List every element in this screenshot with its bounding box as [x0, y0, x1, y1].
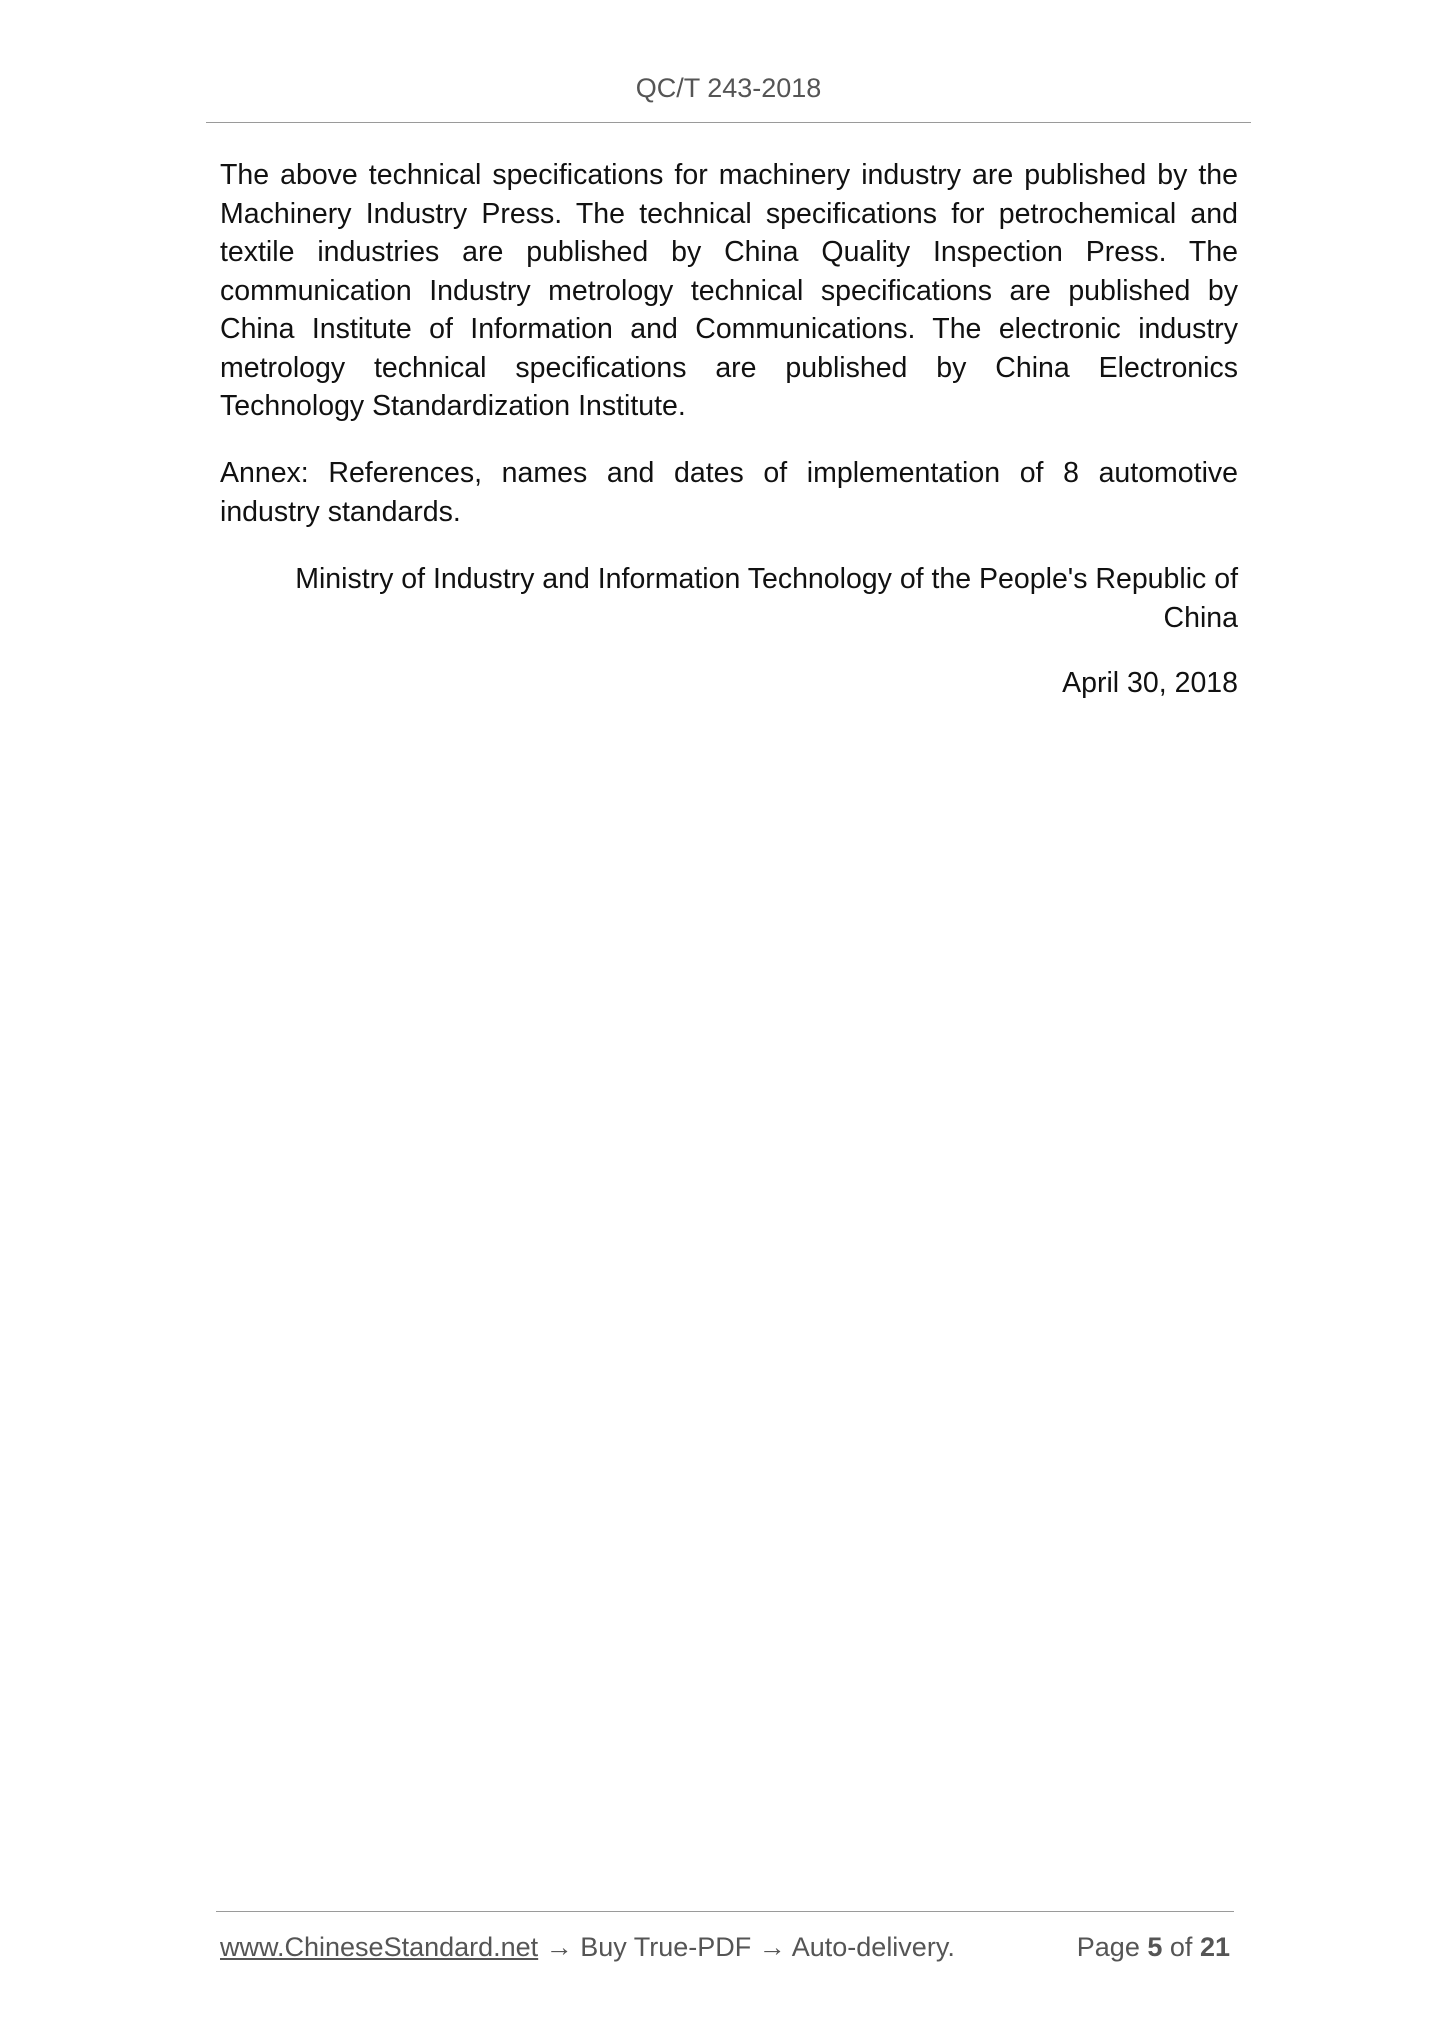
page-current: 5 [1147, 1932, 1163, 1962]
page-number [1077, 1929, 1230, 1965]
page-label: Page [1076, 1932, 1140, 1962]
footer-tagline: → Buy True-PDF → Auto-delivery. [538, 1932, 955, 1962]
website-link[interactable]: www.ChineseStandard.net [220, 1932, 539, 1962]
footer-divider [216, 1911, 1234, 1912]
issue-date: April 30, 2018 [1062, 667, 1238, 699]
footer-left [220, 1929, 955, 1965]
header-divider [206, 122, 1251, 123]
page-of: of [1169, 1932, 1193, 1962]
paragraph-publishers: The above technical specifications for machinery industry are published by the Machinery Industry Press. The technical specifications for petrochemical and textile industries are published by China Quality Inspection Press. The communication Industry metrology technical specifications are published by China Institute of Information and Communications. The electronic industry metrology technical specifications are published by China Electronics Technology Standardization Institute. [220, 159, 1238, 422]
signature-line-2: China [1163, 601, 1238, 634]
page-total: 21 [1199, 1932, 1230, 1962]
document-header-title: QC/T 243-2018 [635, 73, 822, 103]
signature-line-1: Ministry of Industry and Information Technology of the People's Republic of [295, 563, 1238, 595]
paragraph-annex: Annex: References, names and dates of implementation of 8 automotive industry standards. [220, 457, 1238, 528]
signature-block [220, 560, 1238, 637]
